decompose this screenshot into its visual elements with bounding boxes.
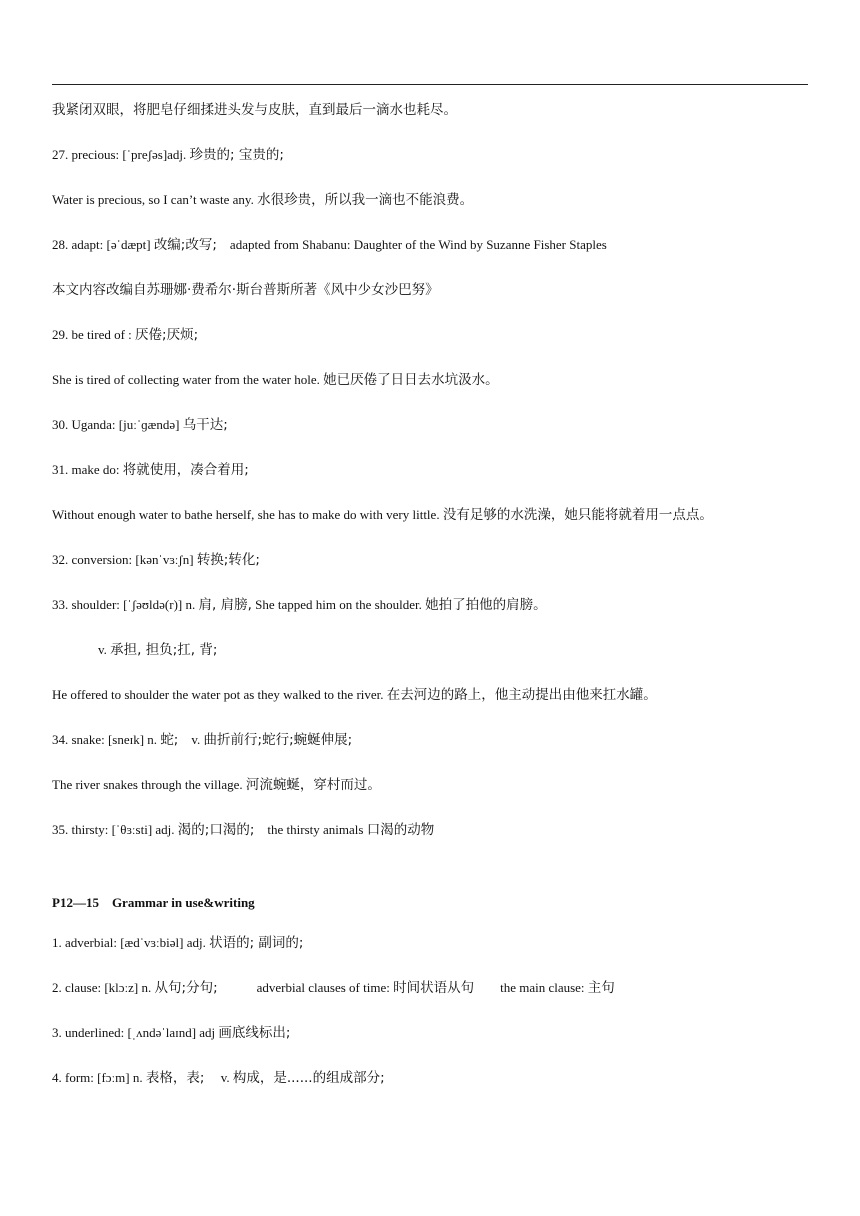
zh-text: 承担, 担负;扛, 背; [110, 642, 218, 658]
vocab-line [52, 934, 303, 952]
section-heading [52, 894, 255, 912]
en-text: 35. thirsty: [ˈθɜːsti] adj. [52, 822, 178, 837]
en-text: She tapped him on the shoulder. [251, 597, 426, 612]
zh-text: 画底线标出; [218, 1025, 291, 1041]
zh-text: 她拍了拍他的肩膀。 [425, 597, 547, 613]
zh-text: 水很珍贵，所以我一滴也不能浪费。 [257, 192, 474, 208]
vocab-line [52, 979, 615, 997]
header-rule [52, 84, 808, 85]
vocab-line [52, 821, 434, 839]
en-text: 29. be tired of : [52, 327, 136, 342]
zh-text: 厌倦;厌烦; [135, 327, 199, 343]
zh-text: 构成，是......的组成部分; [232, 1070, 385, 1086]
vocab-line [52, 236, 607, 254]
zh-text: 转换;转化; [196, 552, 260, 568]
zh-text: 本文内容改编自苏珊娜·费希尔·斯台普斯所著《风中少女沙巴努》 [52, 282, 439, 298]
en-text: 30. Uganda: [juːˈɡændə] [52, 417, 183, 432]
en-text: v. [178, 732, 204, 747]
zh-text: 将就使用，凑合着用; [122, 462, 249, 478]
zh-text: 表格，表; [145, 1070, 205, 1086]
en-text: v. [204, 1070, 233, 1085]
zh-text: 河流蜿蜒，穿村而过。 [245, 777, 381, 793]
en-text: 4. form: [fɔːm] n. [52, 1070, 146, 1085]
zh-text: 珍贵的; 宝贵的; [189, 147, 284, 163]
en-text: He offered to shoulder the water pot as they walked to the river. [52, 687, 387, 702]
zh-text: 她已厌倦了日日去水坑汲水。 [323, 372, 499, 388]
en-text: 3. underlined: [ˌʌndəˈlaɪnd] adj [52, 1025, 219, 1040]
vocab-line [52, 1069, 385, 1087]
vocab-line [52, 596, 547, 614]
zh-text: 我紧闭双眼，将肥皂仔细揉进头发与皮肤，直到最后一滴水也耗尽。 [52, 102, 457, 118]
zh-text: 从句;分句; [154, 980, 218, 996]
en-text: adapted from Shabanu: Daughter of the Wind by Suzanne Fisher Staples [216, 237, 607, 252]
en-text: 34. snake: [sneɪk] n. [52, 732, 161, 747]
en-text: Without enough water to bathe herself, she has to make do with very little. [52, 507, 443, 522]
vocab-line [52, 416, 228, 434]
en-text: the thirsty animals [254, 822, 367, 837]
zh-text: 没有足够的水洗澡，她只能将就着用一点点。 [442, 507, 713, 523]
zh-text: 主句 [587, 980, 615, 996]
vocab-line [52, 146, 284, 164]
vocab-line [52, 776, 381, 794]
zh-text: 乌干达; [182, 417, 228, 433]
vocab-line [52, 686, 657, 704]
zh-text: 肩, 肩膀, [198, 597, 252, 613]
zh-text: 改编;改写; [153, 237, 217, 253]
zh-text: 蛇; [160, 732, 179, 748]
zh-text: 渴的;口渴的; [177, 822, 255, 838]
en-text: 33. shoulder: [ˈʃəʊldə(r)] n. [52, 597, 199, 612]
vocab-line [98, 641, 217, 659]
vocab-line [52, 506, 713, 524]
en-text: 27. precious: [ˈpreʃəs]adj. [52, 147, 190, 162]
en-text: adverbial clauses of time: [217, 980, 394, 995]
zh-text: 曲折前行;蛇行;蜿蜒伸展; [203, 732, 353, 748]
zh-text: 时间状语从句 [393, 980, 475, 996]
en-text: 1. adverbial: [ædˈvɜːbiəl] adj. [52, 935, 210, 950]
zh-text: 状语的; 副词的; [209, 935, 304, 951]
vocab-line [52, 326, 198, 344]
vocab-line [52, 281, 439, 299]
en-text: 28. adapt: [əˈdæpt] [52, 237, 154, 252]
en-text: She is tired of collecting water from the water hole. [52, 372, 324, 387]
en-text: 31. make do: [52, 462, 123, 477]
vocab-line [52, 461, 249, 479]
en-text: The river snakes through the village. [52, 777, 246, 792]
en-text: P12—15 Grammar in use&writing [52, 895, 255, 910]
vocab-line [52, 731, 352, 749]
zh-text: 口渴的动物 [366, 822, 435, 838]
vocab-line [52, 191, 473, 209]
en-text: 32. conversion: [kənˈvɜːʃn] [52, 552, 197, 567]
vocab-line [52, 101, 457, 119]
vocab-line [52, 371, 499, 389]
zh-text: 在去河边的路上，他主动提出由他来扛水罐。 [386, 687, 657, 703]
vocab-line [52, 1024, 290, 1042]
en-text: the main clause: [474, 980, 588, 995]
en-text: 2. clause: [klɔːz] n. [52, 980, 155, 995]
vocab-line [52, 551, 260, 569]
en-text: Water is precious, so I can’t waste any. [52, 192, 258, 207]
en-text: v. [98, 642, 111, 657]
